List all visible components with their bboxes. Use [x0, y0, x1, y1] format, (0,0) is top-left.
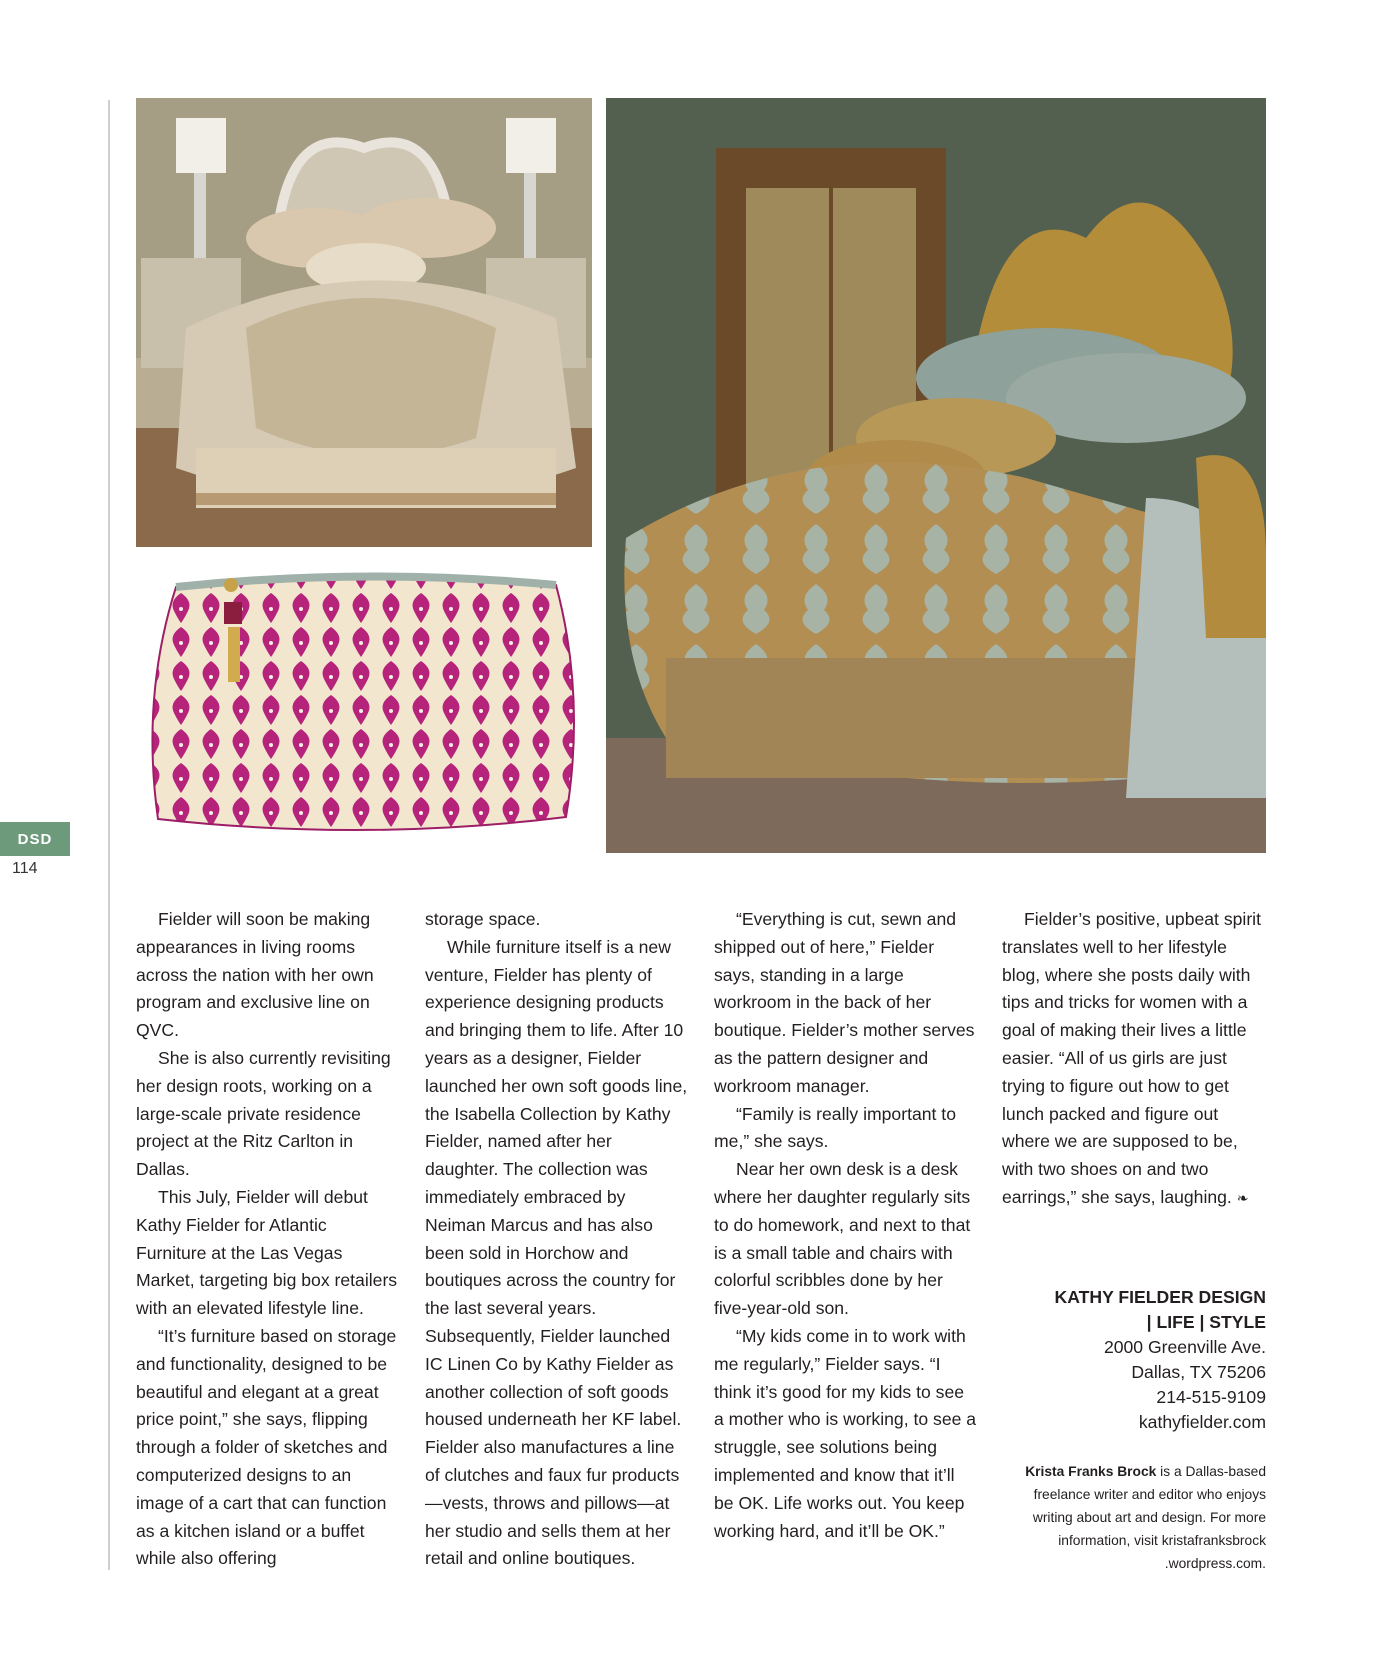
paragraph: storage space.: [425, 909, 541, 929]
paragraph: “My kids come in to work with me regularly,” Fielder says. “I think it’s good for my kids to see a mother who is working, to see a struggle, see solutions being implemented and know that it’ll be OK. Life works out. You keep working hard, and it’ll be OK.”: [714, 1325, 977, 1541]
business-info: [1055, 1285, 1266, 1435]
bedroom-photo-gold: [606, 98, 1266, 853]
business-website: kathyfielder.com: [1138, 1412, 1266, 1432]
page-number: 114: [12, 860, 38, 877]
paragraph: While furniture itself is a new venture, Fielder has plenty of experience designing products and bringing them to life. After 10 years as a designer, Fielder launched her own soft goods line, the Isabella Collection by Kathy Fielder, named after her daughter. The collection was immediately embraced by Neiman Marcus and has also been sold in Horchow and boutiques across the country for the last several years. Subsequently, Fielder launched IC Linen Co by Kathy Fielder as another collection of soft goods housed underneath her KF label. Fielder also manufactures a line of clutches and faux fur products—vests, throws and pillows—at her studio and sells them at her retail and online boutiques.: [425, 936, 688, 1569]
clutch-photo: [136, 557, 592, 850]
article-column-1: [136, 906, 400, 1573]
article-column-2: [425, 906, 689, 1573]
end-mark-icon: ❧: [1236, 1189, 1249, 1206]
bedroom-photo-cream: [136, 98, 592, 547]
business-tagline: | LIFE | STYLE: [1146, 1312, 1266, 1332]
paragraph: [1002, 906, 1266, 1213]
left-margin-rule: [108, 100, 110, 1570]
clutch-photo-icon: [136, 557, 592, 850]
section-tab: DSD: [0, 822, 70, 856]
bedroom-photo-gold-icon: [606, 98, 1266, 853]
article-column-3: [714, 906, 978, 1545]
bedroom-photo-cream-icon: [136, 98, 592, 547]
business-address: 2000 Greenville Ave.: [1103, 1337, 1266, 1357]
paragraph: This July, Fielder will debut Kathy Fielder for Atlantic Furniture at the Las Vegas Market, targeting big box retailers with an elevated lifestyle line.: [136, 1186, 398, 1319]
business-phone: 214-515-9109: [1156, 1387, 1266, 1407]
paragraph: “Family is really important to me,” she says.: [714, 1103, 956, 1152]
paragraph: “Everything is cut, sewn and shipped out of here,” Fielder says, standing in a large workroom in the back of her boutique. Fielder’s mother serves as the pattern designer and workroom manager.: [714, 909, 975, 1096]
author-bio-text: is a Dallas-based freelance writer and editor who enjoys writing about art and design. For more information, visit kristafranksbrock .wordpress.com.: [1032, 1464, 1266, 1571]
article-column-4: [1002, 906, 1266, 1213]
paragraph-text: Fielder’s positive, upbeat spirit translates well to her lifestyle blog, where she posts daily with tips and tricks for women with a goal of making their lives a little easier. “All of us girls are just trying to figure out how to get lunch packed and figure out where we are supposed to be, with two shoes on and two earrings,” she says, laughing.: [1002, 909, 1261, 1207]
author-name: Krista Franks Brock: [1025, 1464, 1157, 1479]
paragraph: Fielder will soon be making appearances in living rooms across the nation with her own program and exclusive line on QVC.: [136, 909, 374, 1041]
author-bio: [1002, 1460, 1266, 1575]
paragraph: She is also currently revisiting her design roots, working on a large-scale private residence project at the Ritz Carlton in Dallas.: [136, 1047, 391, 1180]
paragraph: “It’s furniture based on storage and functionality, designed to be beautiful and elegant at a great price point,” she says, flipping through a folder of sketches and computerized designs to an image of a cart that can function as a kitchen island or a buffet while also offering: [136, 1325, 397, 1569]
paragraph: Near her own desk is a desk where her daughter regularly sits to do homework, and next to that is a small table and chairs with colorful scribbles done by her five-year-old son.: [714, 1159, 971, 1319]
business-city: Dallas, TX 75206: [1131, 1362, 1266, 1382]
business-name: KATHY FIELDER DESIGN: [1054, 1287, 1266, 1307]
